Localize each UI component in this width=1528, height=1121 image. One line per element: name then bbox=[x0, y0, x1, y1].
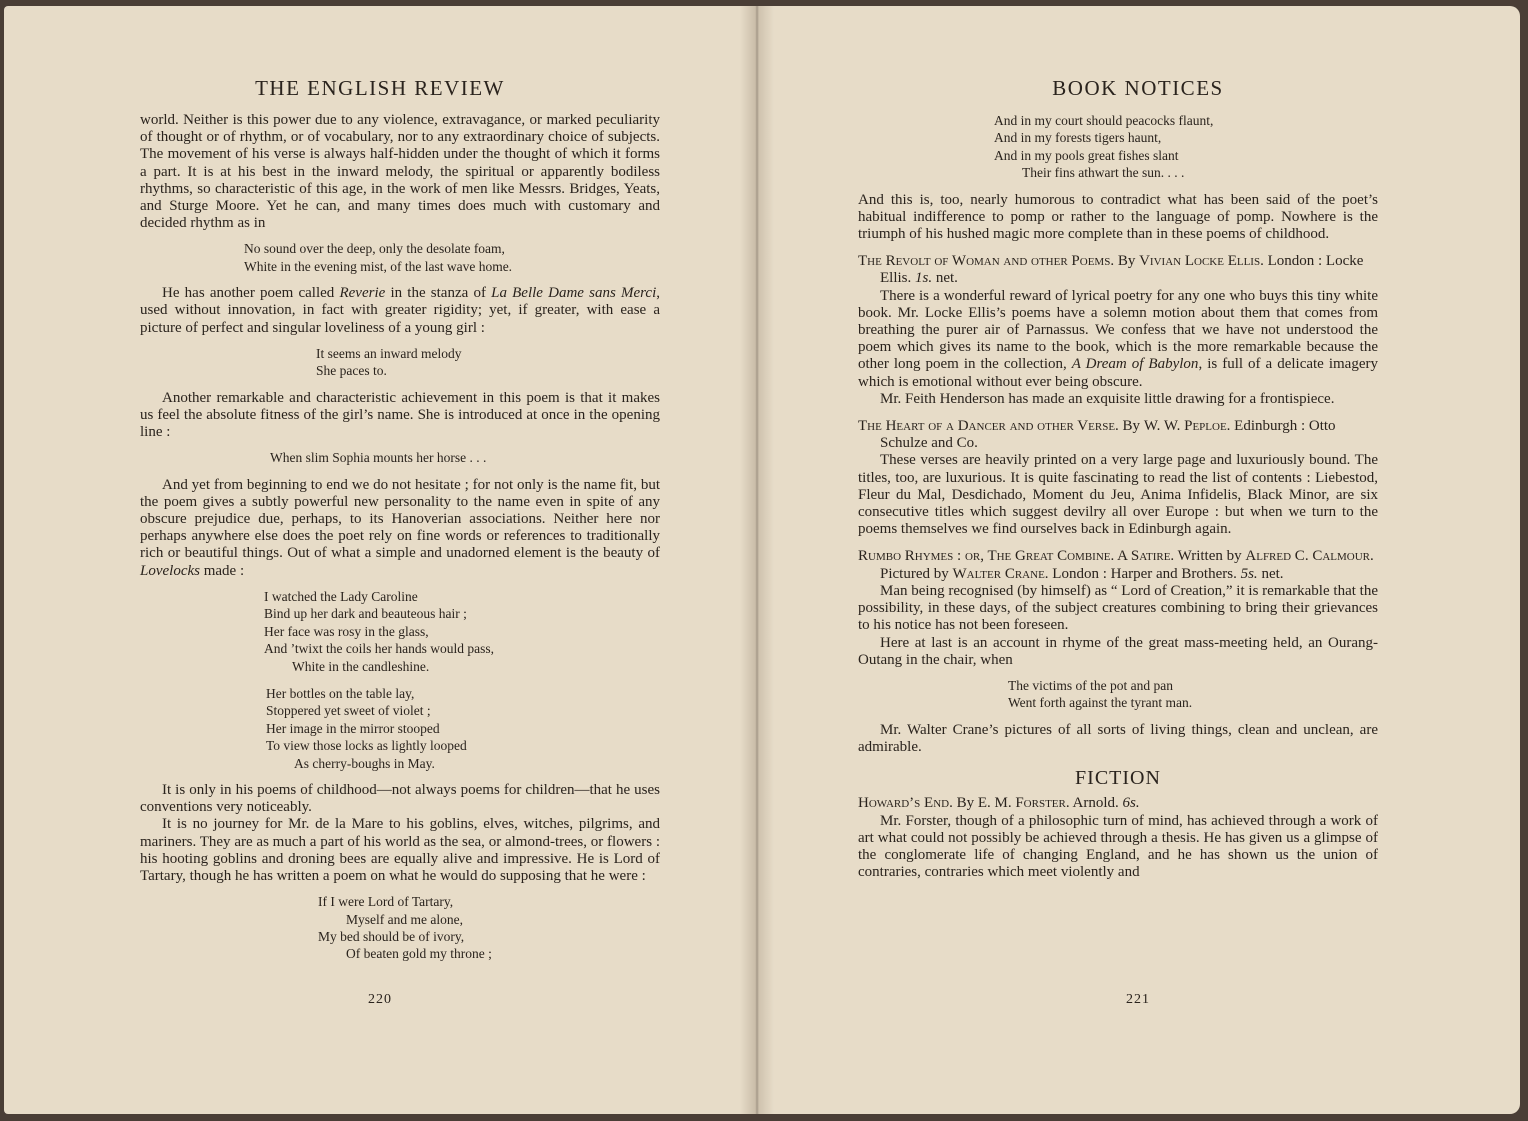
verse-line: White in the evening mist, of the last wave home. bbox=[244, 258, 513, 274]
right-page bbox=[756, 6, 1520, 1114]
verse-line: It seems an inward melody bbox=[316, 345, 462, 361]
paragraph: Here at last is an account in rhyme of the great mass-meeting held, an Ourang-Outang in the chair, when bbox=[858, 634, 1378, 668]
running-head-right: BOOK NOTICES bbox=[1052, 76, 1224, 100]
verse-block bbox=[140, 240, 660, 275]
paragraph: And this is, too, nearly humorous to contradict what has been said of the poet’s habitual indifference to pomp or rather to the language of pomp. Nowhere is the triumph of his hushed magic more complete than in these poems of childhood. bbox=[858, 191, 1378, 243]
verse-line: Bind up her dark and beauteous hair ; bbox=[264, 606, 467, 622]
paragraph: There is a wonderful reward of lyrical poetry for any one who buys this tiny white book. Mr. Locke Ellis’s poems have a solemn motion about them that comes from breathing the purer air of Parnassus. We confess that we have not understood the poem which gives its name to the book, which is the more remarkable because the other long poem in the collection, A Dream of Babylon, is full of a delicate imagery which is emotional without ever being obscure. bbox=[858, 287, 1378, 390]
paragraph: These verses are heavily printed on a very large page and luxuriously bound. The titles, too, are luxurious. It is quite fascinating to read the list of contents : Liebestod, Fleur du Mal, Desdichado, Moment du Jeu, Anima Infidelis, Black Minor, are six consecutive titles which suggest devilry all over Europe : but when we turn to the poems themselves we find ourselves back in Edinburgh again. bbox=[858, 452, 1378, 538]
verse-block bbox=[140, 449, 660, 466]
right-page-text bbox=[858, 112, 1378, 881]
author-name: W. W. Peploe. bbox=[1143, 418, 1231, 435]
paragraph: It is only in his poems of childhood—not always poems for children—that he uses conventions very noticeably. bbox=[140, 781, 660, 816]
verse-block bbox=[140, 588, 660, 675]
verse-line: And in my forests tigers haunt, bbox=[994, 130, 1162, 146]
verse-line: To view those locks as lightly looped bbox=[266, 738, 467, 754]
author-name: E. M. Forster. bbox=[977, 795, 1070, 812]
left-page bbox=[4, 6, 756, 1114]
verse-line: Stoppered yet sweet of violet ; bbox=[266, 703, 431, 719]
verse-line: Her face was rosy in the glass, bbox=[264, 623, 429, 639]
verse-block bbox=[140, 345, 660, 380]
notice-heading: The Heart of a Dancer and other Verse. By W. W. Peploe. Edinburgh : Otto Schulze and Co. bbox=[858, 418, 1336, 452]
notice-heading: Howard’s End. By E. M. Forster. Arnold. 6s. bbox=[858, 795, 1140, 812]
paragraph: And yet from beginning to end we do not hesitate ; for not only is the name fit, but the poem gives a subtly powerful new personality to the name even in spite of any obscure prejudice due, perhaps, to its Hanoverian associations. Neither here nor perhaps anywhere else does the poet rely on fine words or references to traditionally rich or beautiful things. Out of what a simple and unadorned element is the beauty of Lovelocks made : bbox=[140, 476, 660, 579]
verse-line: If I were Lord of Tartary, bbox=[318, 894, 454, 910]
verse-line: White in the candleshine. bbox=[292, 658, 430, 674]
paragraph: He has another poem called Reverie in the stanza of La Belle Dame sans Merci, used without innovation, in fact with greater rigidity; yet, if greater, with ease a picture of perfect and singular loveliness of a young girl : bbox=[140, 285, 660, 336]
verse-line: The victims of the pot and pan bbox=[1008, 677, 1173, 693]
paragraph: Man being recognised (by himself) as “ Lord of Creation,” it is remarkable that the possibility, in these days, of the subject creatures combining to bring their grievances to his notice has not been foreseen. bbox=[858, 582, 1378, 634]
paragraph: world. Neither is this power due to any violence, extravagance, or marked peculiarity of thought or of rhythm, or of vocabulary, nor to any extraordinary choice of subjects. The movement of his verse is always half-hidden under the thought of which it forms a part. It is at his best in the inward melody, the spiritual or apparently bodiless rhythms, so characteristic of this age, in the work of men like Messrs. Bridges, Yeats, and Sturge Moore. Yet he can, and many times does much with customary and decided rhythm as in bbox=[140, 112, 660, 232]
verse-line: As cherry-boughs in May. bbox=[294, 755, 435, 771]
verse-line: Myself and me alone, bbox=[346, 911, 463, 927]
verse-line: Her image in the mirror stooped bbox=[266, 720, 440, 736]
running-head-left: THE ENGLISH REVIEW bbox=[255, 76, 505, 100]
paragraph: Mr. Walter Crane’s pictures of all sorts of living things, clean and unclean, are admirable. bbox=[858, 721, 1378, 755]
verse-line: And in my court should peacocks flaunt, bbox=[994, 113, 1214, 128]
paragraph: Another remarkable and characteristic achievement in this poem is that it makes us feel the absolute fitness of the girl’s name. She is introduced at once in the opening line : bbox=[140, 389, 660, 441]
verse-block bbox=[140, 685, 660, 772]
verse-line: No sound over the deep, only the desolate foam, bbox=[244, 241, 505, 257]
paragraph: Mr. Feith Henderson has made an exquisite little drawing for a frontispiece. bbox=[880, 390, 1335, 407]
verse-block bbox=[140, 893, 660, 963]
author-name: Vivian Locke Ellis. bbox=[1139, 253, 1264, 270]
poem-title: A Dream of Babylon bbox=[1071, 356, 1199, 373]
verse-line: And in my pools great fishes slant bbox=[994, 147, 1179, 163]
paragraph: It is no journey for Mr. de la Mare to his goblins, elves, witches, pilgrims, and mariners. They are as much a part of his world as the sea, or almond-trees, or flowers : his hooting goblins and droning bees are equally alive and impressive. He is Lord of Tartary, though he has written a poem on what he would do supposing that he were : bbox=[140, 816, 660, 884]
poem-title: La Belle Dame sans Merci bbox=[491, 285, 657, 302]
artist-name: Walter Crane. bbox=[952, 565, 1049, 582]
verse-line: Her bottles on the table lay, bbox=[266, 685, 415, 701]
verse-line: She paces to. bbox=[316, 363, 387, 379]
verse-line: When slim Sophia mounts her horse . . . bbox=[270, 450, 487, 466]
section-heading-fiction: FICTION bbox=[1075, 767, 1161, 790]
verse-line: My bed should be of ivory, bbox=[318, 928, 465, 944]
poem-title: Lovelocks bbox=[140, 562, 200, 579]
verse-line: Went forth against the tyrant man. bbox=[1008, 695, 1193, 711]
poem-title: Reverie bbox=[339, 285, 386, 302]
verse-line: And ’twixt the coils her hands would pass, bbox=[264, 641, 494, 657]
verse-line: Their fins athwart the sun. . . . bbox=[1022, 165, 1185, 181]
left-page-text bbox=[140, 112, 660, 973]
verse-line: Of beaten gold my throne ; bbox=[346, 946, 492, 962]
notice-heading: Rumbo Rhymes : or, The Great Combine. A Satire. Written by Alfred C. Calmour. Pictured by Walter Crane. London : Harper and Brothers. 5s. net. bbox=[858, 548, 1374, 582]
verse-block bbox=[858, 677, 1378, 712]
page-number-left: 220 bbox=[368, 992, 392, 1007]
author-name: Alfred C. Calmour. bbox=[1245, 548, 1374, 565]
notice-heading: The Revolt of Woman and other Poems. By Vivian Locke Ellis. London : Locke Ellis. 1s. net. bbox=[858, 253, 1364, 287]
verse-block bbox=[858, 112, 1378, 182]
paragraph: Mr. Forster, though of a philosophic turn of mind, has achieved through a work of art what could not possibly be achieved through a thesis. He has given us a glimpse of the conglomerate life of changing England, and he has shown us the union of contraries, contraries which meet violently and bbox=[858, 812, 1378, 881]
page-number-right: 221 bbox=[1126, 992, 1150, 1007]
verse-line: I watched the Lady Caroline bbox=[264, 588, 418, 604]
